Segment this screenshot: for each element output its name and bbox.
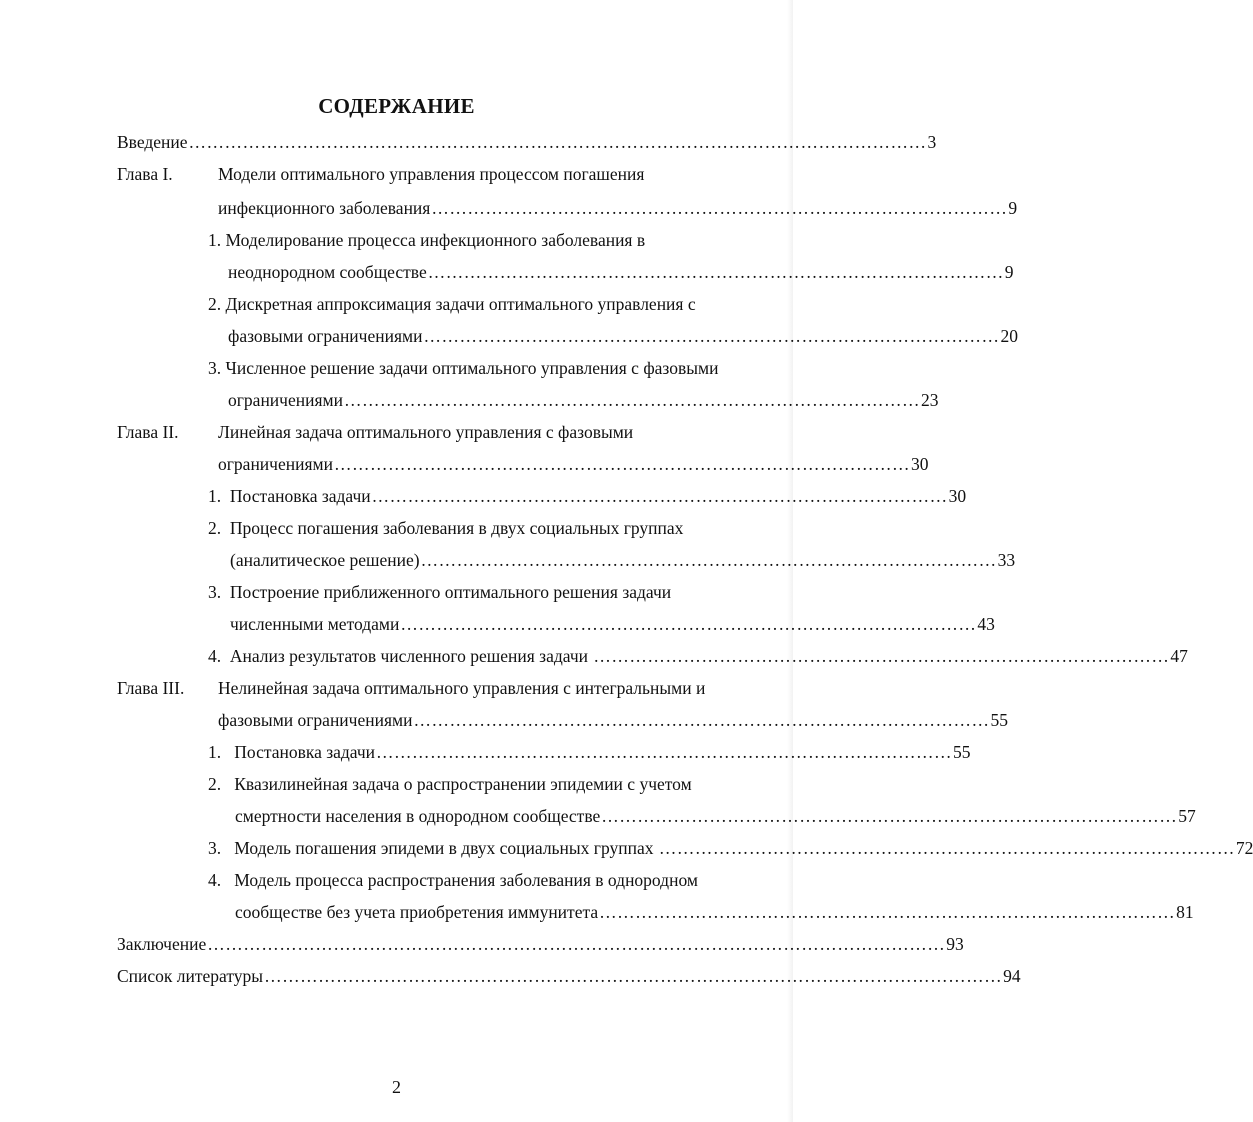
chapter-1-label: Глава I.	[117, 164, 173, 184]
toc-page: 47	[1170, 646, 1188, 666]
section-number: 1.	[208, 742, 222, 762]
section-number: 2.	[208, 774, 222, 794]
toc-label: Заключение	[117, 934, 207, 954]
toc-entry-references[interactable]	[117, 965, 1021, 987]
toc-entry-section-3-2[interactable]	[235, 805, 1196, 827]
section-number: 1.	[208, 486, 222, 506]
section-title	[208, 837, 658, 859]
section-2-3-line1[interactable]	[208, 581, 671, 603]
toc-entry-section-1-3[interactable]	[228, 389, 939, 411]
section-title	[208, 741, 375, 763]
section-title: Дискретная аппроксимация задачи оптимального управления с	[225, 294, 696, 314]
section-title: Процесс погашения заболевания в двух социальных группах	[229, 518, 684, 538]
toc-entry-section-2-2[interactable]	[230, 549, 1016, 571]
leader-dots: ……………………………………………………………………………………	[427, 262, 1004, 282]
toc-page: 94	[1003, 966, 1021, 986]
toc-entry-section-2-4[interactable]	[208, 645, 1188, 667]
section-number: 4.	[208, 870, 222, 890]
toc-entry-section-2-1[interactable]	[208, 485, 967, 507]
toc-page: 30	[910, 454, 929, 474]
chapter-1-title-line2: инфекционного заболевания	[218, 198, 431, 218]
section-number: 1.	[208, 230, 222, 250]
leader-dots: ……………………………………………………………………………………	[343, 390, 920, 410]
leader-dots: ……………………………………………………………………………………	[400, 614, 977, 634]
section-title	[208, 485, 371, 507]
toc-page: 3	[927, 132, 937, 152]
toc-page: 23	[920, 390, 939, 410]
section-title-text: Модель погашения эпидеми в двух социальных группах	[234, 838, 654, 858]
section-title-cont: неоднородном сообществе	[228, 262, 427, 282]
section-title-text: Постановка задачи	[229, 486, 371, 506]
leader-dots: ……………………………………………………………………………………………………………	[188, 132, 927, 152]
section-number: 3.	[208, 838, 222, 858]
toc-entry-section-3-3[interactable]	[208, 837, 1253, 859]
toc-label: Список литературы	[117, 966, 264, 986]
section-title-text: Анализ результатов численного решения задачи	[229, 646, 588, 666]
toc-entry-section-3-1[interactable]	[208, 741, 971, 763]
toc-page: 43	[977, 614, 995, 634]
section-number: 3.	[208, 582, 222, 602]
chapter-3-label: Глава III.	[117, 678, 185, 698]
toc-entry-chapter-1[interactable]	[218, 197, 1018, 219]
toc-entry-section-1-2[interactable]	[228, 325, 1018, 347]
toc-entry-section-3-4[interactable]	[235, 901, 1194, 923]
section-number: 4.	[208, 646, 222, 666]
leader-dots: ……………………………………………………………………………………	[413, 710, 990, 730]
chapter-2-title-line2: ограничениями	[218, 454, 333, 474]
leader-dots: ……………………………………………………………………………………	[333, 454, 910, 474]
section-2-2-line1[interactable]	[208, 517, 683, 539]
section-1-1-line1[interactable]	[208, 229, 645, 251]
section-1-3-line1[interactable]	[208, 357, 718, 379]
section-title-cont: (аналитическое решение)	[230, 550, 420, 570]
chapter-3-title-line1: Нелинейная задача оптимального управления с интегральными и	[218, 678, 706, 698]
section-title-cont: фазовыми ограничениями	[228, 326, 423, 346]
leader-dots: ……………………………………………………………………………………	[601, 806, 1178, 826]
section-title: Построение приближенного оптимального решения задачи	[229, 582, 672, 602]
toc-entry-section-2-3[interactable]	[230, 613, 995, 635]
toc-entry-chapter-2[interactable]	[218, 453, 929, 475]
section-title: Численное решение задачи оптимального управления с фазовыми	[225, 358, 719, 378]
section-title-cont: численными методами	[230, 614, 400, 634]
section-title-cont: смертности населения в однородном сообществе	[235, 806, 601, 826]
toc-entry-section-1-1[interactable]	[228, 261, 1014, 283]
toc-entry-introduction[interactable]	[117, 131, 937, 153]
section-title: Квазилинейная задача о распространении эпидемии с учетом	[234, 774, 692, 794]
leader-dots: ……………………………………………………………………………………	[423, 326, 1000, 346]
toc-page: 81	[1176, 902, 1194, 922]
leader-dots: ……………………………………………………………………………………	[420, 550, 997, 570]
section-3-4-line1[interactable]	[208, 869, 698, 891]
toc-page: 9	[1004, 262, 1014, 282]
chapter-2-label: Глава II.	[117, 422, 179, 442]
toc-page: 55	[990, 710, 1008, 730]
toc-page: 30	[948, 486, 967, 506]
leader-dots: ……………………………………………………………………………………	[376, 742, 953, 762]
chapter-2-title-line1: Линейная задача оптимального управления с фазовыми	[218, 422, 634, 442]
section-1-2-line1[interactable]	[208, 293, 696, 315]
toc-entry-conclusion[interactable]	[117, 933, 964, 955]
page-number: 2	[392, 1077, 401, 1097]
toc-page: 57	[1178, 806, 1196, 826]
leader-dots: ……………………………………………………………………………………	[371, 486, 948, 506]
toc-label: Введение	[117, 132, 188, 152]
toc-page: 93	[946, 934, 964, 954]
chapter-3-title-line2: фазовыми ограничениями	[218, 710, 413, 730]
section-title: Моделирование процесса инфекционного заболевания в	[225, 230, 646, 250]
leader-dots: ……………………………………………………………………………………	[658, 838, 1235, 858]
leader-dots: ……………………………………………………………………………………	[593, 646, 1170, 666]
section-title	[208, 645, 592, 667]
toc-page: 72	[1235, 838, 1253, 858]
section-number: 2.	[208, 518, 222, 538]
section-number: 2.	[208, 294, 222, 314]
leader-dots: ……………………………………………………………………………………	[599, 902, 1176, 922]
section-title-text: Постановка задачи	[234, 742, 376, 762]
leader-dots: ……………………………………………………………………………………………………………	[207, 934, 946, 954]
toc-page: 55	[953, 742, 971, 762]
toc-entry-chapter-3[interactable]	[218, 709, 1008, 731]
section-title-cont: ограничениями	[228, 390, 343, 410]
toc-page: 20	[1000, 326, 1018, 346]
section-number: 3.	[208, 358, 222, 378]
leader-dots: ……………………………………………………………………………………………………………	[264, 966, 1003, 986]
section-3-2-line1[interactable]	[208, 773, 692, 795]
toc-page: 9	[1008, 198, 1018, 218]
section-title-cont: сообществе без учета приобретения иммунитета	[235, 902, 599, 922]
toc-page: 33	[997, 550, 1016, 570]
chapter-1-title-line1: Модели оптимального управления процессом погашения	[218, 164, 645, 184]
leader-dots: ……………………………………………………………………………………	[431, 198, 1008, 218]
section-title: Модель процесса распространения заболевания в однородном	[234, 870, 698, 890]
page-title: СОДЕРЖАНИЕ	[318, 94, 475, 118]
